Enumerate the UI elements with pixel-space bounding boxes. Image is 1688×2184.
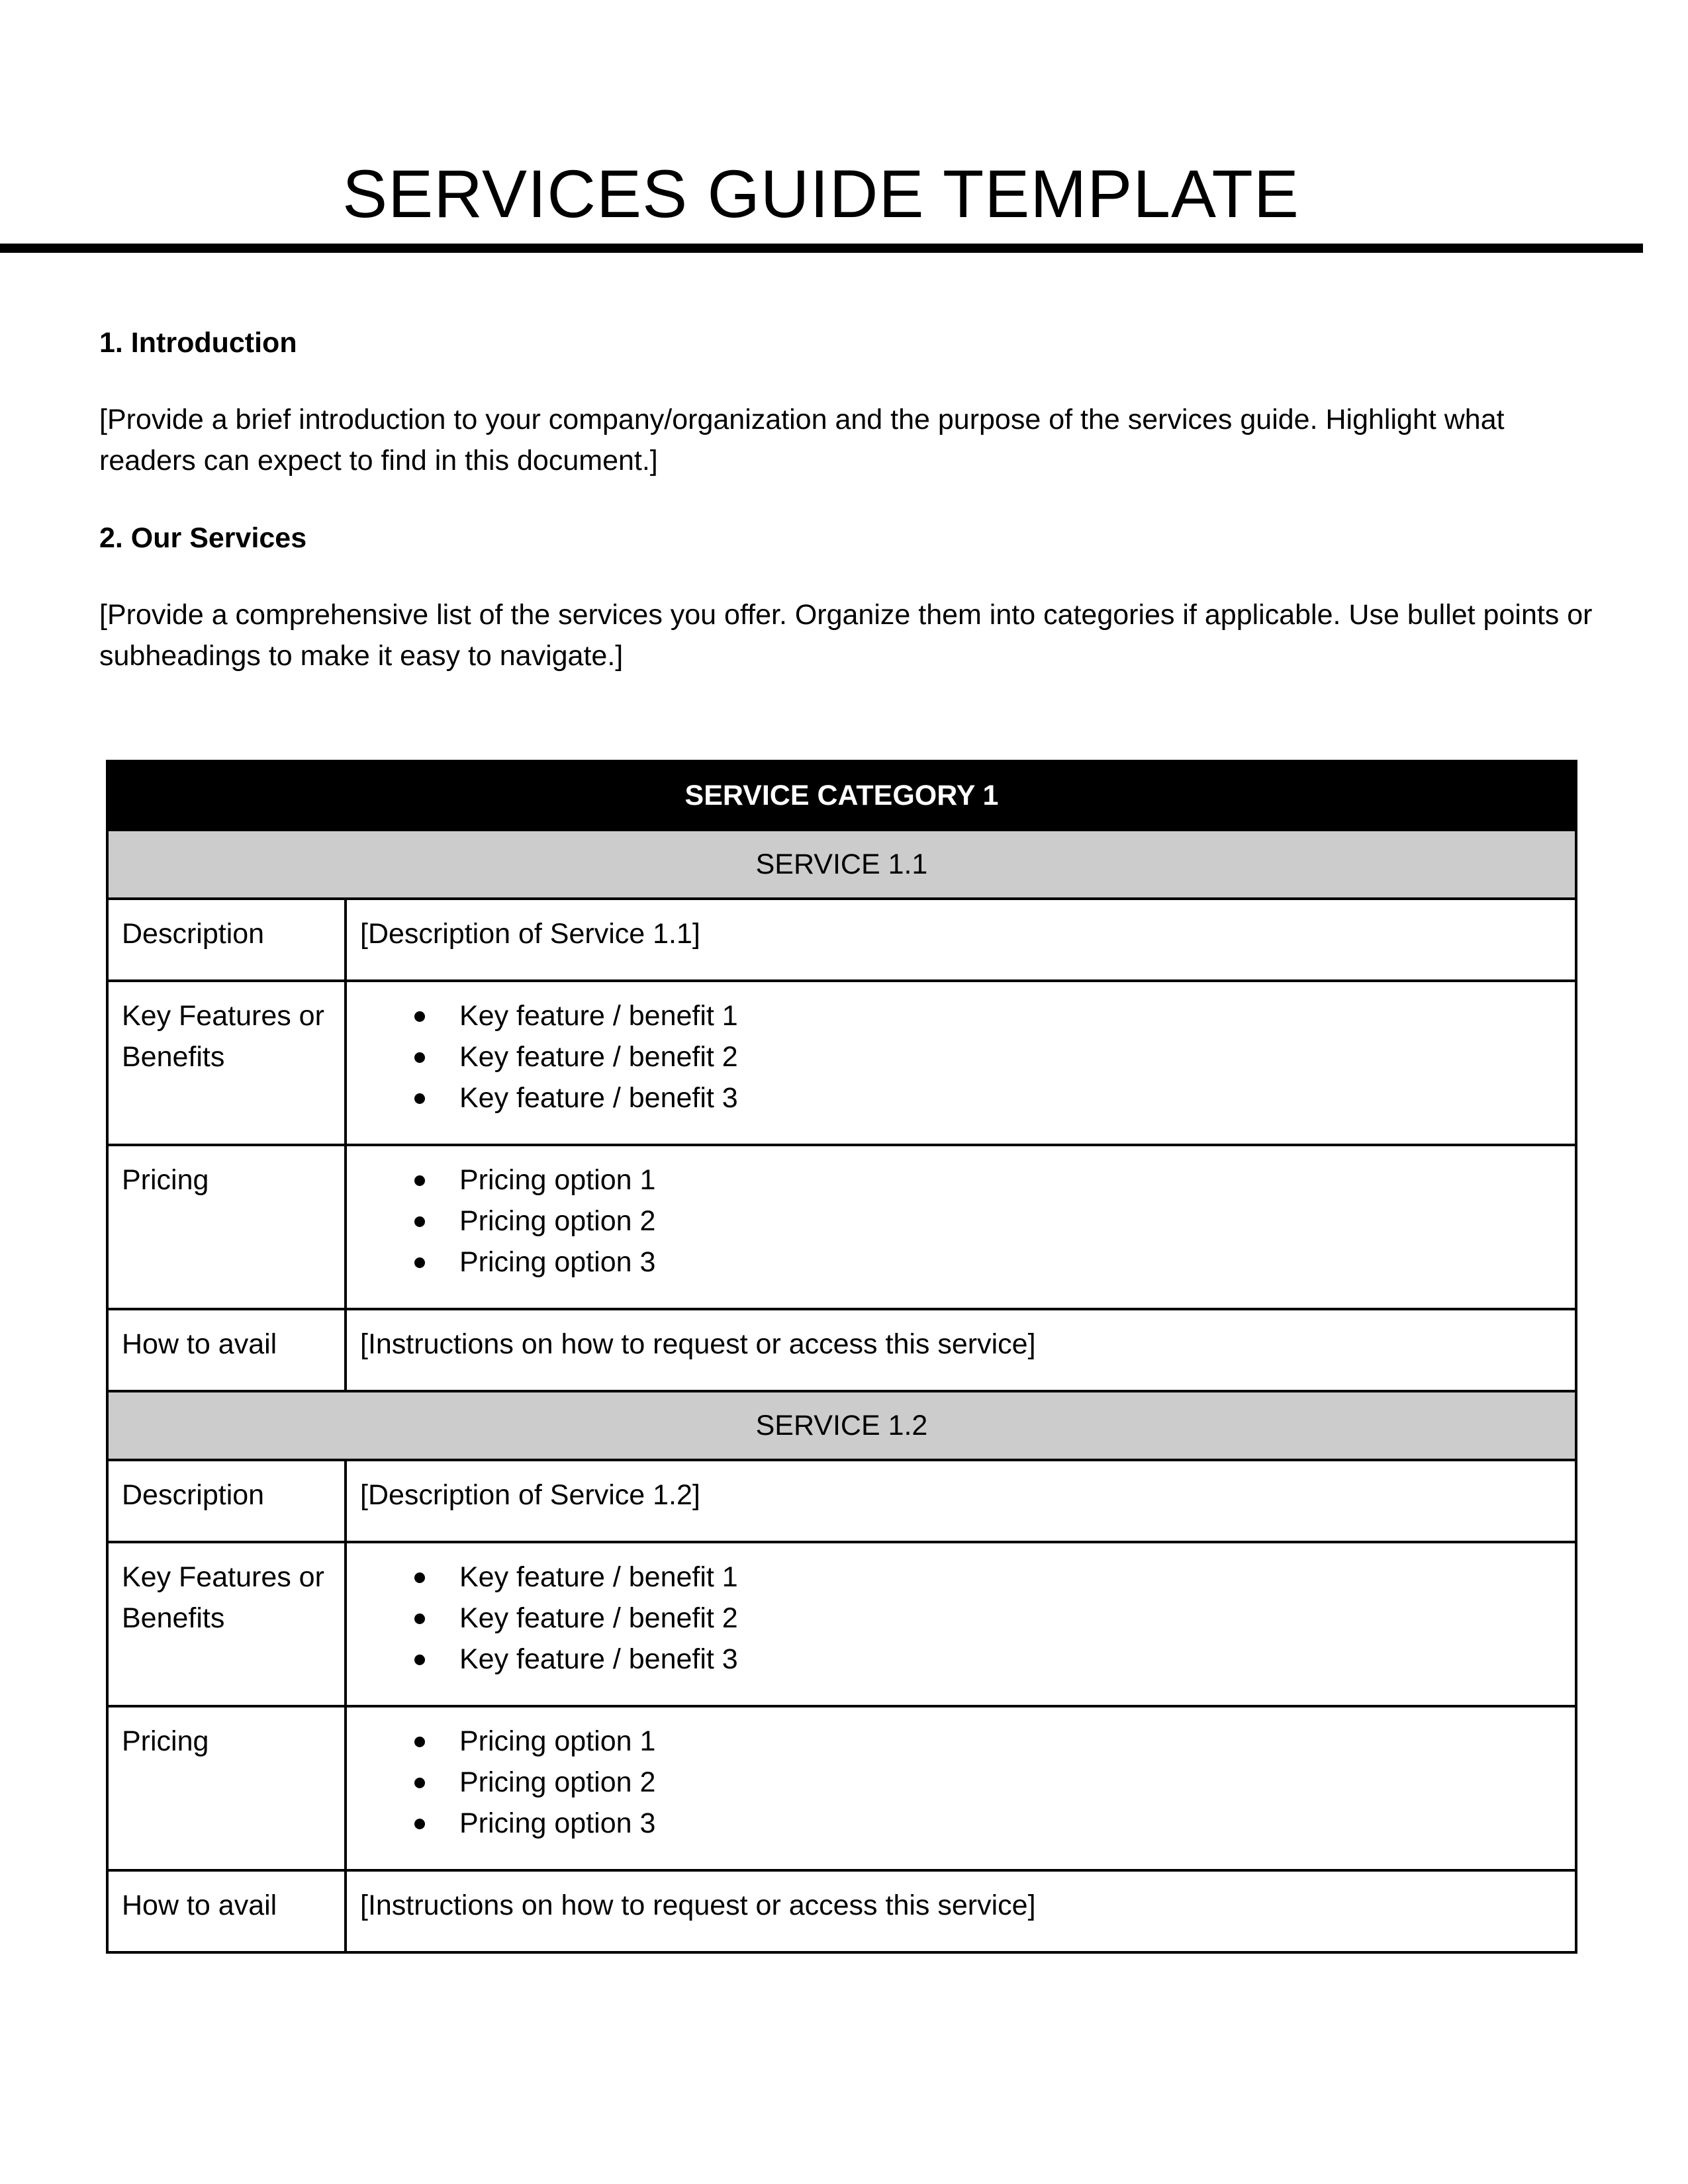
features-list [360, 995, 1562, 1118]
bullet-icon [414, 1737, 425, 1747]
bullet-icon [414, 1655, 425, 1665]
row-value [346, 1145, 1576, 1309]
bullet-icon [414, 1216, 425, 1227]
bullet-icon [414, 1257, 425, 1268]
service-header: SERVICE 1.1 [107, 830, 1576, 899]
row-label: Description [107, 899, 346, 981]
row-label: Key Features or Benefits [107, 981, 346, 1145]
row-label: Pricing [107, 1145, 346, 1309]
list-item: Key feature / benefit 2 [360, 1598, 1562, 1639]
row-value: [Instructions on how to request or access this service] [346, 1309, 1576, 1391]
pricing-list [360, 1721, 1562, 1844]
list-item: Pricing option 3 [360, 1242, 1562, 1283]
bullet-icon [414, 1819, 425, 1829]
section-body-introduction: [Provide a brief introduction to your company/organization and the purpose of the services guide. Highlight what readers can expect to find in this document.] [99, 404, 1505, 477]
table-row [107, 1460, 1576, 1542]
row-value: [Instructions on how to request or access this service] [346, 1870, 1576, 1952]
row-value: [Description of Service 1.2] [346, 1460, 1576, 1542]
row-value [346, 1542, 1576, 1706]
table-row [107, 1706, 1576, 1870]
bullet-icon [414, 1052, 425, 1063]
list-item: Pricing option 3 [360, 1803, 1562, 1844]
section-body-our-services: [Provide a comprehensive list of the services you offer. Organize them into categories if applicable. Use bullet points or subheadings to make it easy to navigate.] [99, 599, 1593, 672]
page-title: SERVICES GUIDE TEMPLATE [342, 156, 1299, 232]
bullet-icon [414, 1614, 425, 1624]
list-item: Key feature / benefit 2 [360, 1036, 1562, 1077]
list-item: Key feature / benefit 1 [360, 1557, 1562, 1598]
table-row [107, 1309, 1576, 1391]
bullet-icon [414, 1778, 425, 1788]
row-label: How to avail [107, 1309, 346, 1391]
bullet-icon [414, 1175, 425, 1186]
title-divider [0, 244, 1643, 253]
list-item: Pricing option 1 [360, 1721, 1562, 1762]
row-value [346, 981, 1576, 1145]
row-label: Key Features or Benefits [107, 1542, 346, 1706]
row-value: [Description of Service 1.1] [346, 899, 1576, 981]
row-label: Description [107, 1460, 346, 1542]
service-header: SERVICE 1.2 [107, 1391, 1576, 1460]
services-table [106, 760, 1577, 1954]
row-value [346, 1706, 1576, 1870]
table-row [107, 1870, 1576, 1952]
list-item: Key feature / benefit 3 [360, 1077, 1562, 1118]
bullet-icon [414, 1011, 425, 1022]
bullet-icon [414, 1572, 425, 1583]
table-row [107, 1145, 1576, 1309]
row-label: How to avail [107, 1870, 346, 1952]
row-label: Pricing [107, 1706, 346, 1870]
list-item: Pricing option 2 [360, 1201, 1562, 1242]
section-heading-our-services: 2. Our Services [99, 522, 307, 554]
table-row [107, 1542, 1576, 1706]
list-item: Key feature / benefit 1 [360, 995, 1562, 1036]
list-item: Pricing option 2 [360, 1762, 1562, 1803]
category-header: SERVICE CATEGORY 1 [107, 761, 1576, 830]
bullet-icon [414, 1093, 425, 1104]
pricing-list [360, 1160, 1562, 1283]
list-item: Key feature / benefit 3 [360, 1639, 1562, 1680]
table-row [107, 899, 1576, 981]
section-heading-introduction: 1. Introduction [99, 327, 297, 359]
list-item: Pricing option 1 [360, 1160, 1562, 1201]
table-row [107, 981, 1576, 1145]
features-list [360, 1557, 1562, 1680]
